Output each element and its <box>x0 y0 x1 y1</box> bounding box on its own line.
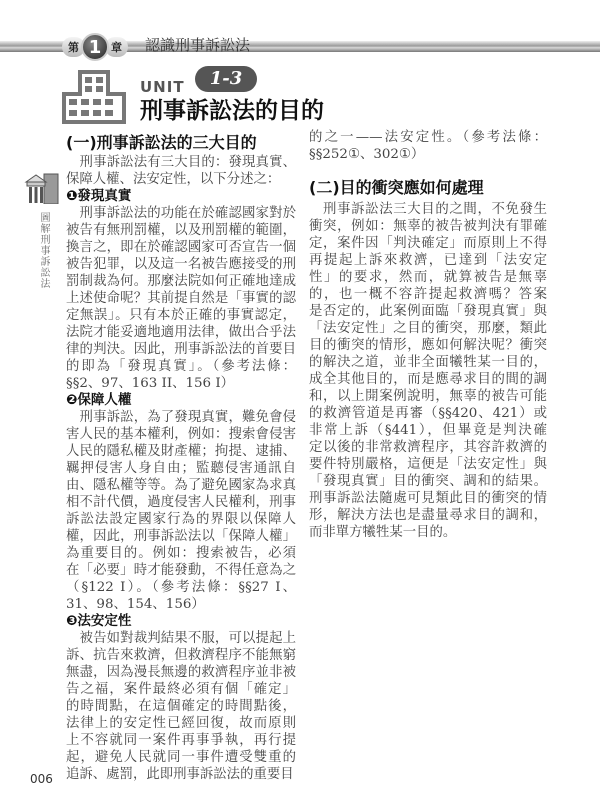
text-line: 上述使命呢？其前提自然是「事實的認 <box>66 291 296 306</box>
text-line: 定以後的非常救濟程序，其容許救濟的 <box>309 440 547 455</box>
text-line: 定無誤」。只有本於正確的事實認定， <box>66 308 296 323</box>
text-line: 權，因此，刑事訴訟法以「保障人權」 <box>66 529 296 544</box>
chapter-badge <box>62 33 128 61</box>
paragraph <box>66 205 296 392</box>
chapter-prefix: 第 <box>62 37 85 57</box>
chapter-title: 認識刑事訴訟法 <box>145 36 251 54</box>
text-line: 要件特別嚴格，這便是「法安定性」與 <box>309 457 547 472</box>
subheading-legal-stability: ❸法安定性 <box>66 613 132 629</box>
text-line: 告之福，案件最終必須有個「確定」 <box>66 682 296 697</box>
text-line: 律的判決。因此，刑事訴訟法的首要目 <box>66 342 296 357</box>
text-line: 罰制裁為何。那麼法院如何正確地達成 <box>66 274 296 289</box>
page-title: 刑事訴訟法的目的 <box>140 98 324 124</box>
text-line: 訴訟法設定國家行為的界限以保障人 <box>66 512 296 527</box>
text-line: 刑事訴訟法三大目的之間，不免發生 <box>309 202 547 217</box>
text-line: 法院才能妥適地適用法律，做出合乎法 <box>66 325 296 340</box>
left-column <box>66 133 296 783</box>
paragraph <box>66 409 296 613</box>
text-line: 保障人權、法安定性，以下分述之： <box>66 172 281 187</box>
text-line: §§252①、302①） <box>309 147 425 162</box>
text-line: 性」的要求，然而，就算被告是無辜 <box>309 270 547 285</box>
text-line: 是否定的，此案例面臨「發現真實」與 <box>309 304 547 319</box>
text-line: 的救濟管道是再審（§§420、421）或 <box>309 406 547 421</box>
building-icon <box>60 68 128 124</box>
text-line: 的，也一概不容許提起救濟嗎？答案 <box>309 287 547 302</box>
text-line: 衝突，例如：無辜的被告被判決有罪確 <box>309 219 547 234</box>
paragraph <box>309 129 547 163</box>
text-line: 「法安定性」之目的衝突，那麼，類此 <box>309 321 547 336</box>
text-line: （§122 I）。（參考法條：§§27 I、 <box>66 580 296 595</box>
text-line: 而非單方犧牲某一目的。 <box>309 525 457 540</box>
subheading-discover-truth: ❶發現真實 <box>66 188 132 204</box>
text-line: 非常上訴（§441），但畢竟是判決確 <box>309 423 547 438</box>
text-line: 再提起上訴來救濟，已達到「法安定 <box>309 253 547 268</box>
text-line: 相不計代價，過度侵害人民權利，刑事 <box>66 495 296 510</box>
text-line: 被告有無刑罰權，以及刑罰權的範圍， <box>66 223 296 238</box>
subheading-human-rights: ❷保障人權 <box>66 392 132 408</box>
paragraph <box>66 154 296 188</box>
section-heading-1: (一)刑事訴訟法的三大目的 <box>66 133 257 152</box>
text-line: 換言之，即在於確認國家可否宣告一個 <box>66 240 296 255</box>
text-line: 法律上的安定性已經回復，故而原則 <box>66 716 296 731</box>
text-line: 羈押侵害人身自由；監聽侵害通訊自 <box>66 461 296 476</box>
text-line: 為重要目的。例如：搜索被告，必須 <box>66 546 296 561</box>
text-line: 目的衝突的情形，應如何解決呢？衝突 <box>309 338 547 353</box>
page-number: 006 <box>30 772 53 786</box>
text-line: 由、隱私權等等。為了避免國家為求真 <box>66 478 296 493</box>
text-line: 刑事訴訟法的功能在於確認國家對於 <box>66 206 296 221</box>
text-line: 的即為「發現真實」。（參考法條： <box>66 359 296 374</box>
text-line: 被告犯罪，以及這一名被告應接受的刑 <box>66 257 296 272</box>
paragraph <box>309 201 547 541</box>
text-line: 的時間點，在這個確定的時間點後， <box>66 699 296 714</box>
text-line: 無盡，因為漫長無邊的救濟程序並非被 <box>66 665 296 680</box>
text-line: 的解決之道，並非全面犧牲某一目的， <box>309 355 547 370</box>
text-line: 訴、抗告來救濟，但救濟程序不能無窮 <box>66 648 296 663</box>
text-line: 刑事訴訟法隨處可見類此目的衝突的情 <box>309 491 547 506</box>
text-line: 「發現真實」目的衝突、調和的結果。 <box>309 474 547 489</box>
courthouse-icon <box>24 172 60 204</box>
text-line: 刑事訴訟，為了發現真實，難免會侵 <box>66 410 296 425</box>
text-line: 的之一——法安定性。（參考法條： <box>309 130 547 145</box>
text-line: §§2、97、163 II、156 I） <box>66 376 235 391</box>
text-line: 被告如對裁判結果不服，可以提起上 <box>66 631 296 646</box>
chapter-number: 1 <box>81 33 109 61</box>
text-line: 成全其他目的，而是應尋求目的間的調 <box>309 372 547 387</box>
text-line: 人民的隱私權及財產權；拘提、逮捕、 <box>66 444 296 459</box>
unit-label: UNIT <box>140 78 185 96</box>
text-line: 起，避免人民就同一事件遭受雙重的 <box>66 750 296 765</box>
text-line: 在「必要」時才能發動，不得任意為之 <box>66 563 296 578</box>
text-line: 31、98、154、156） <box>66 597 205 612</box>
text-line: 和，以上開案例說明，無辜的被告可能 <box>309 389 547 404</box>
right-column <box>309 129 547 541</box>
text-line: 害人民的基本權利，例如：搜索會侵害 <box>66 427 296 442</box>
book-title-vertical: 圖解刑事訴訟法 <box>38 212 49 289</box>
text-line: 上不容就同一案件再事爭執，再行提 <box>66 733 296 748</box>
text-line: 形，解決方法也是盡量尋求目的調和， <box>309 508 547 523</box>
section-heading-2: (二)目的衝突應如何處理 <box>309 178 484 197</box>
text-line: 刑事訴訟法有三大目的：發現真實、 <box>66 155 296 170</box>
text-line: 追訴、處罰，此即刑事訴訟法的重要目 <box>66 767 294 782</box>
unit-number-badge: 1-3 <box>195 66 257 92</box>
paragraph <box>66 630 296 783</box>
text-line: 定，案件因「判決確定」而原則上不得 <box>309 236 547 251</box>
chapter-suffix: 章 <box>105 37 128 57</box>
